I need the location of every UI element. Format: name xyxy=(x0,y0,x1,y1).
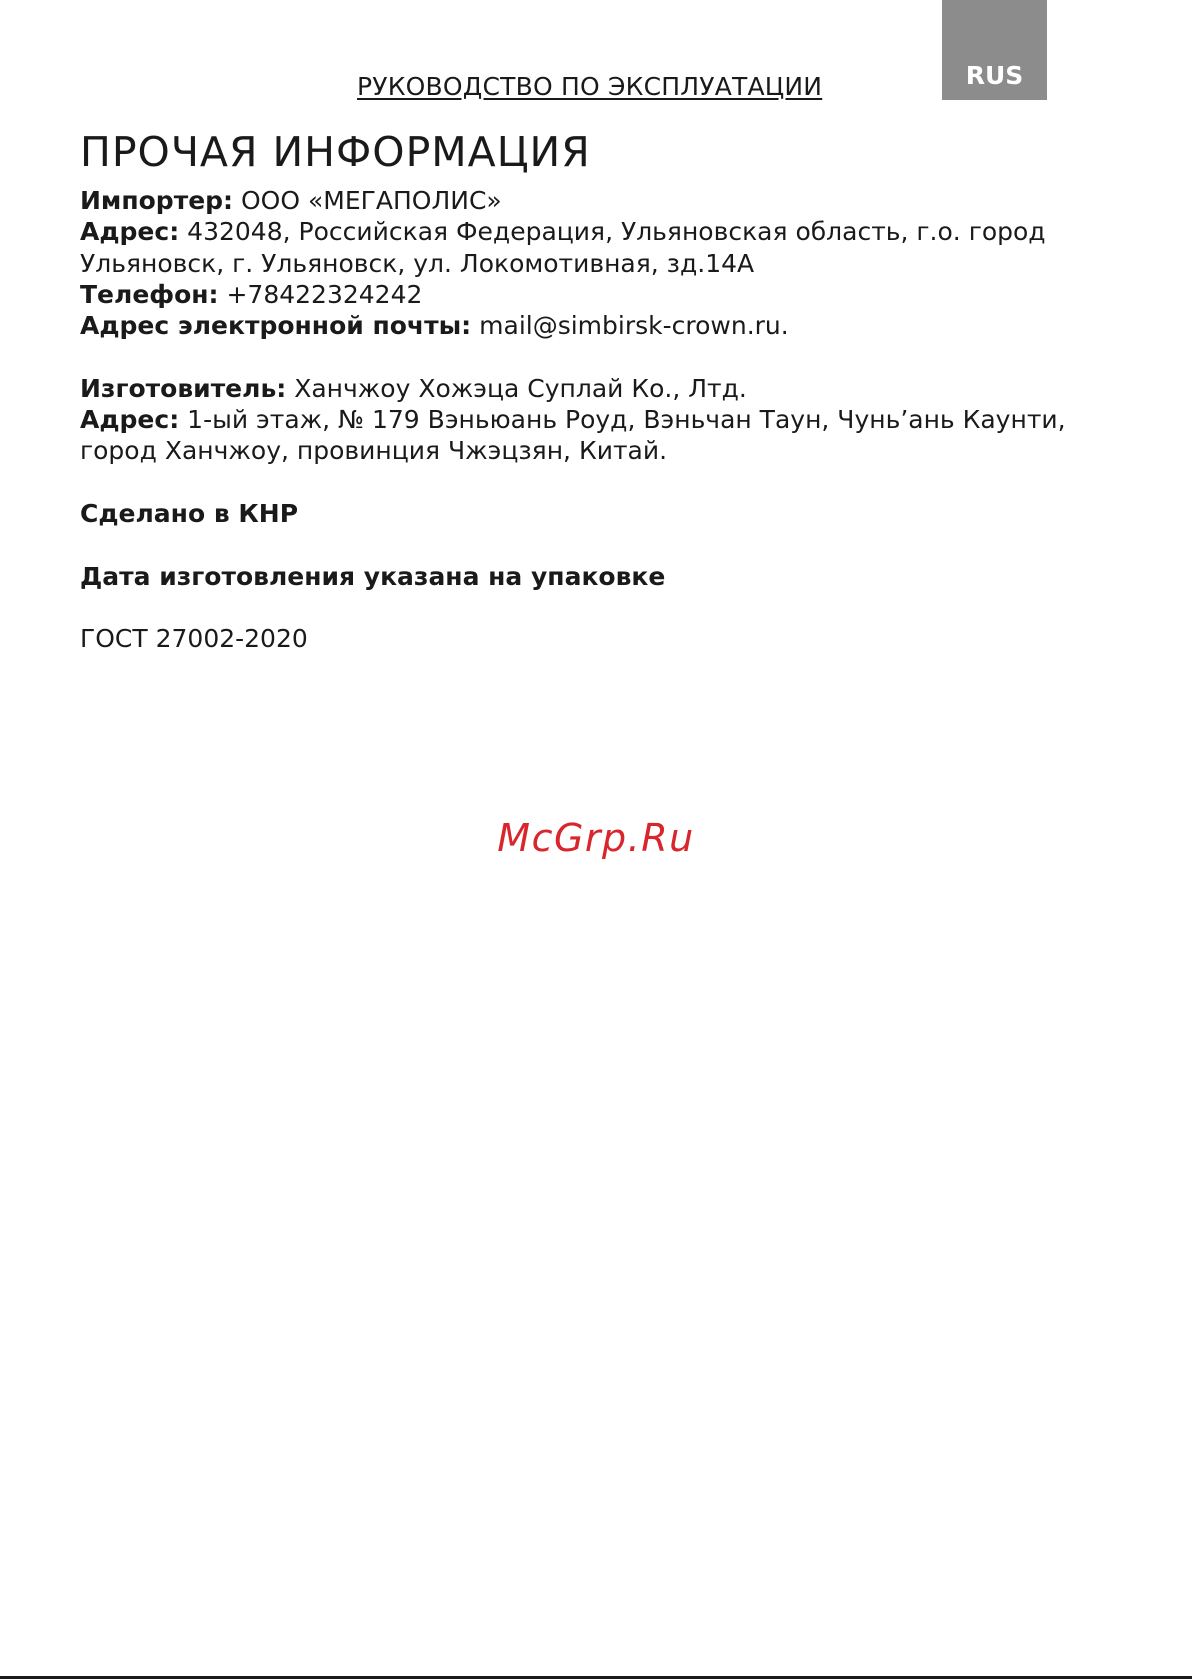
spacer xyxy=(80,467,1120,498)
production-date-line: Дата изготовления указана на упаковке xyxy=(80,561,666,591)
info-block xyxy=(80,185,1120,654)
importer-email-label: Адрес электронной почты: xyxy=(80,311,472,341)
watermark: McGrp.Ru xyxy=(497,816,695,860)
manufacturer-address-value: 1-ый этаж, № 179 Вэньюань Роуд, Вэньчан Таун, Чунь’ань Каунти, город Ханчжоу, провинция Чжэцзян, Китай. xyxy=(80,405,1066,466)
spacer xyxy=(80,592,1120,623)
importer-line xyxy=(80,185,1120,216)
importer-phone-value: +78422324242 xyxy=(226,279,423,309)
manufacturer-value: Ханчжоу Хожэца Суплай Ко., Лтд. xyxy=(294,373,747,403)
importer-email-value: mail@simbirsk-crown.ru. xyxy=(479,311,789,341)
standard-line: ГОСТ 27002-2020 xyxy=(80,624,308,654)
importer-address-line xyxy=(80,216,1120,279)
importer-address-value: 432048, Российская Федерация, Ульяновская область, г.о. город Ульяновск, г. Ульяновск, ул. Локомотивная, зд.14А xyxy=(80,217,1046,278)
manufacturer-address-label: Адрес: xyxy=(80,405,180,435)
running-header: РУКОВОДСТВО ПО ЭКСПЛУАТАЦИИ xyxy=(357,72,823,101)
importer-phone-label: Телефон: xyxy=(80,279,219,309)
spacer xyxy=(80,341,1120,372)
language-badge: RUS xyxy=(942,0,1047,100)
importer-address-label: Адрес: xyxy=(80,217,180,247)
importer-value: ООО «МЕГАПОЛИС» xyxy=(241,186,502,215)
manufacturer-label: Изготовитель: xyxy=(80,373,287,403)
importer-label: Импортер: xyxy=(80,186,234,215)
made-in-line: Сделано в КНР xyxy=(80,498,299,528)
importer-email-line xyxy=(80,310,1120,341)
manufacturer-address-line xyxy=(80,404,1120,467)
spacer xyxy=(80,529,1120,560)
section-title: ПРОЧАЯ ИНФОРМАЦИЯ xyxy=(80,128,591,176)
manufacturer-line xyxy=(80,373,1120,404)
importer-phone-line xyxy=(80,279,1120,310)
